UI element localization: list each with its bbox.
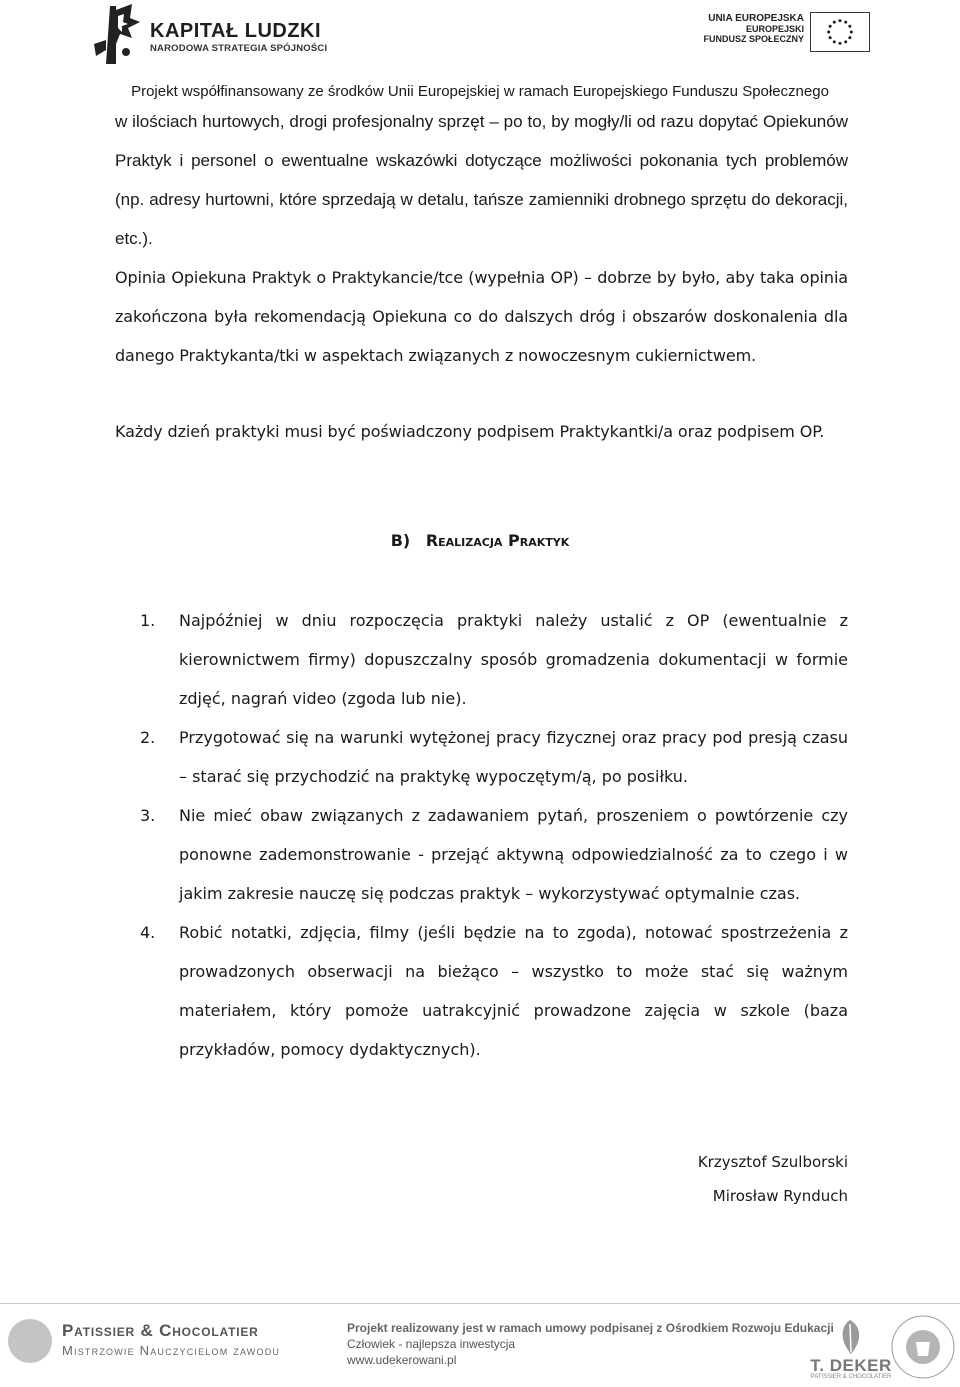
project-info (347, 1320, 834, 1368)
list-number: 2. (140, 728, 156, 747)
eu-flag-icon (810, 12, 870, 52)
stowarzyszenie-seal-icon (888, 1312, 958, 1382)
project-line-2: Człowiek - najlepsza inwestycja (347, 1337, 516, 1351)
list-text: Przygotować się na warunki wytężonej pracy fizycznej oraz pracy pod presją czasu – starać się przychodzić na praktykę wypoczętym/ą, po posiłku. (179, 728, 848, 786)
list-number: 4. (140, 923, 156, 942)
section-title: Realizacja Praktyk (425, 531, 570, 550)
paragraph-2: Opinia Opiekuna Praktyk o Praktykancie/tce (wypełnia OP) – dobrze by było, aby taka opinia zakończona była rekomendacją Opiekuna co do dalszych dróg i obszarów doskonalenia dla danego Praktykanta/tki w aspektach związanych z nowoczesnym cukiernictwem. (115, 268, 848, 365)
section-prefix: B) (390, 531, 411, 550)
numbered-list (140, 601, 848, 1069)
signature-2: Mirosław Rynduch (712, 1187, 848, 1205)
project-line-1: Projekt realizowany jest w ramach umowy podpisanej z Ośrodkiem Rozwoju Edukacji (347, 1321, 834, 1335)
t-deker-name: T. DEKER (810, 1356, 892, 1375)
section-heading (0, 531, 960, 550)
cofinancing-note: Projekt współfinansowany ze środków Unii Europejskiej w ramach Europejskiego Funduszu Społecznego (131, 83, 829, 100)
kapital-ludzki-subtitle: NARODOWA STRATEGIA SPÓJNOŚCI (150, 43, 328, 54)
list-item (140, 718, 848, 796)
footer-divider (0, 1303, 960, 1304)
list-text: Robić notatki, zdjęcia, filmy (jeśli będzie na to zgoda), notować spostrzeżenia z prowadzonych obserwacji na bieżąco – wszystko to może stać się ważnym materiałem, który pomoże uatrakcyjnić prowadzone zajęcia w szkole (baza przykładów, pomocy dydaktycznych). (179, 923, 848, 1059)
patissier-emblem-icon (8, 1319, 52, 1363)
eu-text (703, 14, 804, 44)
paragraph-3: Każdy dzień praktyki musi być poświadczony podpisem Praktykantki/a oraz podpisem OP. (115, 422, 825, 441)
project-line-3: www.udekerowani.pl (347, 1353, 457, 1367)
eu-line-2: EUROPEJSKI (745, 24, 804, 34)
list-item (140, 796, 848, 913)
list-number: 1. (140, 611, 156, 630)
eu-logo (690, 12, 870, 56)
paragraph-1: w ilościach hurtowych, drogi profesjonalny sprzęt – po to, by mogły/li od razu dopytać Opiekunów Praktyk i personel o ewentualne wskazówki dotyczące możliwości pokonania tych problemów (np. adresy hurtowni, które sprzedają w detalu, tańsze zamienniki drobnego sprzętu do dekoracji, etc.). (115, 112, 848, 248)
list-item (140, 913, 848, 1069)
list-item (140, 601, 848, 718)
signature-1: Krzysztof Szulborski (697, 1153, 848, 1171)
eu-line-1: UNIA EUROPEJSKA (708, 13, 804, 24)
kapital-ludzki-title: KAPITAŁ LUDZKI (150, 20, 322, 42)
t-deker-subtitle: PATISSIER & CHOCOLATIER (810, 1374, 892, 1380)
patissier-subtitle: Mistrzowie Nauczycielom zawodu (62, 1343, 281, 1358)
leaf-icon (831, 1318, 869, 1356)
eu-line-3: FUNDUSZ SPOŁECZNY (703, 34, 804, 44)
list-text: Nie mieć obaw związanych z zadawaniem pytań, proszeniem o powtórzenie czy ponowne zademonstrowanie - przejąć aktywną odpowiedzialność za to czego i w jakim zakresie nauczę się podczas praktyk – wykorzystywać optymalnie czas. (179, 806, 848, 903)
list-number: 3. (140, 806, 156, 825)
kapital-ludzki-star-icon (92, 4, 142, 66)
t-deker-logo (805, 1318, 897, 1380)
kapital-ludzki-logo (92, 4, 402, 68)
list-text: Najpóźniej w dniu rozpoczęcia praktyki należy ustalić z OP (ewentualnie z kierownictwem firmy) dopuszczalny sposób gromadzenia dokumentacji w formie zdjęć, nagrań video (zgoda lub nie). (179, 611, 848, 708)
patissier-title: Patissier & Chocolatier (62, 1321, 259, 1340)
patissier-chocolatier-logo (8, 1317, 308, 1365)
